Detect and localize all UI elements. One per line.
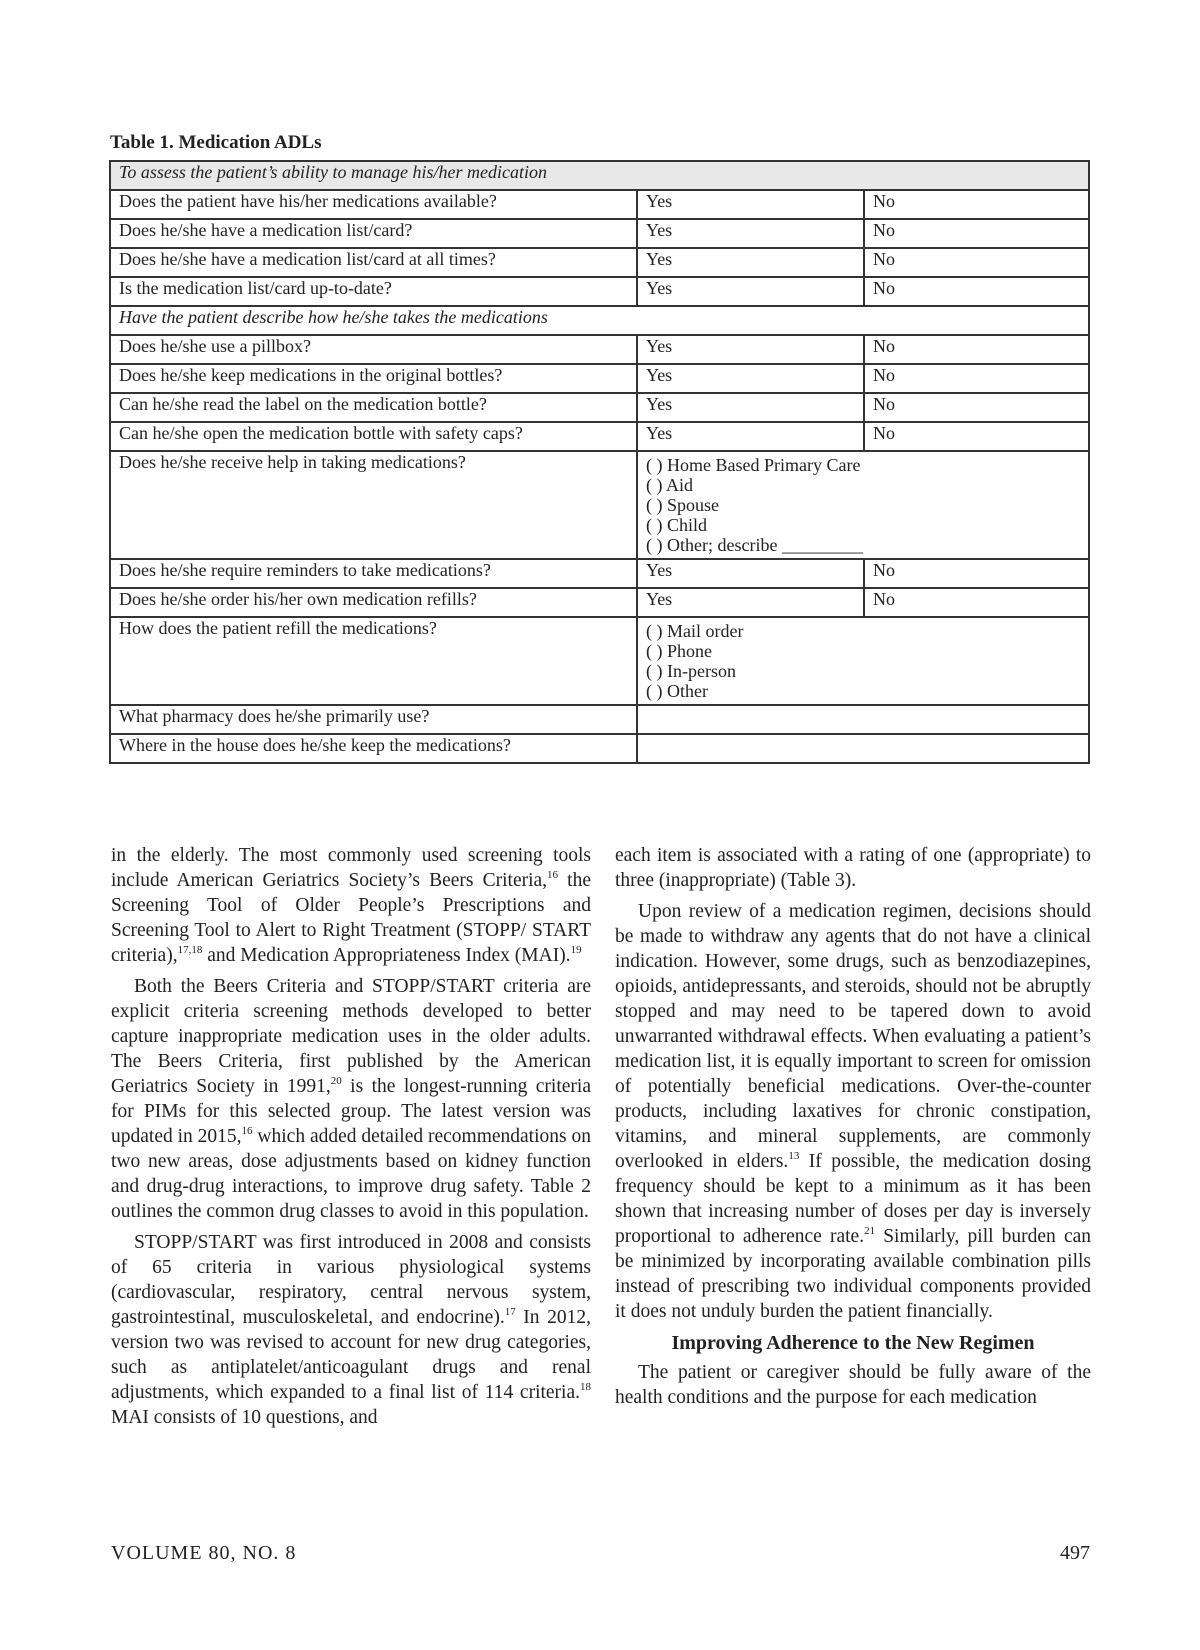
option-item: ( ) Other — [646, 681, 708, 701]
table-section-row — [110, 306, 1089, 335]
table-row — [110, 559, 1089, 588]
answer-no-cell: No — [864, 364, 1089, 393]
question-cell: Does he/she use a pillbox? — [110, 335, 637, 364]
question-cell: How does the patient refill the medications? — [110, 617, 637, 705]
option-item: ( ) Child — [646, 515, 707, 535]
question-cell: Does he/she keep medications in the original bottles? — [110, 364, 637, 393]
table-row — [110, 190, 1089, 219]
table-row — [110, 734, 1089, 763]
page-number: 497 — [1060, 1542, 1090, 1564]
answer-yes-cell: Yes — [637, 277, 864, 306]
table-row — [110, 335, 1089, 364]
footer-volume: VOLUME 80, NO. 8 — [111, 1542, 297, 1564]
table-row — [110, 451, 1089, 559]
answer-yes-cell: Yes — [637, 219, 864, 248]
answer-no-cell: No — [864, 277, 1089, 306]
answer-yes-cell: Yes — [637, 559, 864, 588]
body-paragraph: The patient or caregiver should be fully aware of the health conditions and the purpose for each medication — [615, 1362, 1091, 1408]
body-column-right — [615, 843, 1091, 1416]
option-item: ( ) Spouse — [646, 495, 719, 515]
table-row — [110, 219, 1089, 248]
question-cell: Can he/she read the label on the medication bottle? — [110, 393, 637, 422]
answer-yes-cell: Yes — [637, 335, 864, 364]
table-row — [110, 248, 1089, 277]
section-label: Have the patient describe how he/she takes the medications — [110, 306, 1089, 335]
options-cell — [637, 451, 1089, 559]
table-caption: Table 1. Medication ADLs — [110, 132, 322, 153]
body-column-left — [111, 843, 591, 1436]
table-row — [110, 393, 1089, 422]
section-label: To assess the patient’s ability to manage his/her medication — [110, 161, 1089, 190]
body-paragraph: each item is associated with a rating of one (appropriate) to three (inappropriate) (Table 3). — [615, 845, 1091, 891]
answer-no-cell: No — [864, 393, 1089, 422]
answer-yes-cell: Yes — [637, 248, 864, 277]
blank-answer-cell — [637, 734, 1089, 763]
question-cell: Can he/she open the medication bottle with safety caps? — [110, 422, 637, 451]
question-cell: Does he/she require reminders to take medications? — [110, 559, 637, 588]
answer-yes-cell: Yes — [637, 364, 864, 393]
option-item: ( ) Aid — [646, 475, 693, 495]
section-heading: Improving Adherence to the New Regimen — [671, 1332, 1035, 1354]
table-row — [110, 617, 1089, 705]
answer-no-cell: No — [864, 335, 1089, 364]
answer-no-cell: No — [864, 422, 1089, 451]
option-item: ( ) Other; describe _________ — [646, 535, 863, 555]
table-row — [110, 705, 1089, 734]
answer-no-cell: No — [864, 248, 1089, 277]
table-row — [110, 277, 1089, 306]
option-item: ( ) In-person — [646, 661, 736, 681]
question-cell: Where in the house does he/she keep the medications? — [110, 734, 637, 763]
medication-adl-table — [109, 160, 1090, 764]
table-row — [110, 588, 1089, 617]
question-cell: What pharmacy does he/she primarily use? — [110, 705, 637, 734]
option-item: ( ) Home Based Primary Care — [646, 455, 861, 475]
table-row — [110, 422, 1089, 451]
answer-no-cell: No — [864, 219, 1089, 248]
question-cell: Does he/she have a medication list/card at all times? — [110, 248, 637, 277]
option-item: ( ) Mail order — [646, 621, 744, 641]
answer-yes-cell: Yes — [637, 588, 864, 617]
body-paragraph: Both the Beers Criteria and STOPP/START criteria are explicit criteria screening methods developed to better capture inappropriate medication uses in the older adults. The Beers Criteria, first published by the American Geriatrics Society in 1991,20 is the longest-running criteria for PIMs for this selected group. The latest version was updated in 2015,16 which added detailed recommendations on two new areas, dose adjustments based on kidney function and drug-drug interactions, to improve drug safety. Table 2 outlines the common drug classes to avoid in this population. — [111, 976, 591, 1222]
question-cell: Does he/she have a medication list/card? — [110, 219, 637, 248]
answer-no-cell: No — [864, 588, 1089, 617]
blank-answer-cell — [637, 705, 1089, 734]
answer-no-cell: No — [864, 190, 1089, 219]
option-item: ( ) Phone — [646, 641, 712, 661]
table-row — [110, 364, 1089, 393]
body-paragraph: in the elderly. The most commonly used screening tools include American Geriatrics Society’s Beers Criteria,$^{16}$ the Screening Tool of Older People’s Prescriptions and Screening Tool to Alert to Right Treatment (STOPP/ START criteria),$^{17,18}$ and Medication Appropriateness Index (MAI).$^{19}$ — [111, 845, 591, 966]
table-section-row — [110, 161, 1089, 190]
body-paragraph: STOPP/START was first introduced in 2008 and consists of 65 criteria in various physiological systems (cardiovascular, respiratory, central nervous system, gastrointestinal, musculoskeletal, and endocrine).$^{17}$ In 2012, version two was revised to account for new drug categories, such as antiplatelet/anticoagulant drugs and renal adjustments, which expanded to a final list of 114 criteria.$^{18}$ MAI consists of 10 questions, and — [111, 1232, 591, 1428]
answer-yes-cell: Yes — [637, 422, 864, 451]
options-cell — [637, 617, 1089, 705]
question-cell: Is the medication list/card up-to-date? — [110, 277, 637, 306]
question-cell: Does the patient have his/her medications available? — [110, 190, 637, 219]
answer-yes-cell: Yes — [637, 190, 864, 219]
body-paragraph: Upon review of a medication regimen, decisions should be made to withdraw any agents that do not have a clinical indication. However, some drugs, such as benzodiazepines, opioids, antidepressants, and steroids, should not be abruptly stopped and may need to be tapered down to avoid unwarranted withdrawal effects. When evaluating a patient’s medication list, it is equally important to screen for omission of potentially beneficial medications. Over-the-counter products, including laxatives for chronic constipation, vitamins, and mineral supplements, are commonly overlooked in elders.$^{13}$ If possible, the medication dosing frequency should be kept to a minimum as it has been shown that increasing number of doses per day is inversely proportional to adherence rate.$^{21}$ Similarly, pill burden can be minimized by incorporating available combination pills instead of prescribing two individual components provided it does not unduly burden the patient financially. — [615, 901, 1092, 1322]
answer-yes-cell: Yes — [637, 393, 864, 422]
question-cell: Does he/she order his/her own medication refills? — [110, 588, 637, 617]
answer-no-cell: No — [864, 559, 1089, 588]
question-cell: Does he/she receive help in taking medications? — [110, 451, 637, 559]
